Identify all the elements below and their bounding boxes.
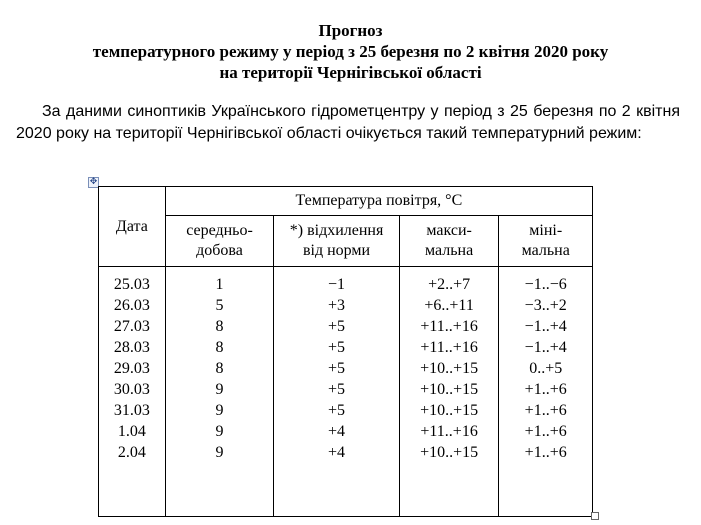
header-maximum-line1: макси- <box>426 222 472 239</box>
header-deviation-line2: від норми <box>302 242 371 259</box>
table-cell: +5 <box>328 339 346 356</box>
column-deviation <box>274 267 400 517</box>
header-minimum-line2: мальна <box>521 242 570 259</box>
table-cell: +1..+6 <box>524 423 567 440</box>
table-cell: 8 <box>215 339 224 356</box>
table-cell: +5 <box>328 360 346 377</box>
table-cell: +5 <box>328 402 346 419</box>
table-cell: +10..+15 <box>420 402 479 419</box>
header-minimum-line1: міні- <box>529 222 563 239</box>
table-cell: 8 <box>215 318 224 335</box>
table-move-handle-icon[interactable]: ✥ <box>89 177 98 187</box>
table-cell: 25.03 <box>113 276 150 293</box>
table-cell: 9 <box>215 402 224 419</box>
doc-title: Прогноз <box>318 21 383 40</box>
table-cell: +11..+16 <box>420 339 478 356</box>
table-cell: +2..+7 <box>428 276 471 293</box>
table-cell: 26.03 <box>113 297 150 314</box>
header-daily-average <box>165 216 274 267</box>
table-cell: +4 <box>328 444 346 461</box>
table-cell: −1..−6 <box>524 276 567 293</box>
column-maximum <box>399 267 499 517</box>
table-cell: 2.04 <box>117 444 146 461</box>
table-cell: +10..+15 <box>420 444 479 461</box>
header-maximum-line2: мальна <box>425 242 474 259</box>
header-minimum <box>499 216 593 267</box>
header-maximum <box>399 216 499 267</box>
table-cell: +10..+15 <box>420 381 479 398</box>
table-cell: +5 <box>328 381 346 398</box>
table-cell: 28.03 <box>113 339 150 356</box>
header-air-temperature: Температура повітря, °С <box>165 187 592 216</box>
header-deviation-line1: *) відхилення <box>289 222 384 239</box>
table-cell: +1..+6 <box>524 402 567 419</box>
column-date <box>99 267 166 517</box>
table-cell: 29.03 <box>113 360 150 377</box>
doc-subtitle: температурного режиму у період з 25 березня по 2 квітня 2020 року <box>92 42 609 61</box>
table-cell: 5 <box>215 297 224 314</box>
header-daily-average-line1: середньо- <box>186 222 253 239</box>
table-cell: 9 <box>215 423 224 440</box>
table-cell: −1 <box>328 276 346 293</box>
header-daily-average-line2: добова <box>196 242 243 259</box>
doc-region: на території Чернігівської області <box>219 63 482 82</box>
table-cell: 9 <box>215 444 224 461</box>
table-cell: −1..+4 <box>524 318 567 335</box>
table-cell: 8 <box>215 360 224 377</box>
header-date: Дата <box>99 187 166 267</box>
table-cell: 1.04 <box>117 423 146 440</box>
table-cell: +3 <box>328 297 346 314</box>
table-cell: 1 <box>215 276 224 293</box>
table-cell: +1..+6 <box>524 381 567 398</box>
table-cell: 30.03 <box>113 381 150 398</box>
table-cell: +1..+6 <box>524 444 567 461</box>
table-cell: +11..+16 <box>420 423 478 440</box>
table-cell: −1..+4 <box>524 339 567 356</box>
table-cell: 9 <box>215 381 224 398</box>
header-deviation <box>274 216 400 267</box>
table-cell: +10..+15 <box>420 360 479 377</box>
table-cell: 27.03 <box>113 318 150 335</box>
column-minimum <box>499 267 593 517</box>
intro-text: За даними синоптиків Українського гідрометцентру у період з 25 березня по 2 квітня 2020 року на території Чернігівської області очікується такий температурний режим: <box>16 103 680 142</box>
table-cell: +4 <box>328 423 346 440</box>
temperature-table <box>98 186 593 517</box>
table-cell: +11..+16 <box>420 318 478 335</box>
table-cell: 0..+5 <box>529 360 563 377</box>
table-resize-handle[interactable] <box>591 512 599 520</box>
table-cell: −3..+2 <box>524 297 567 314</box>
intro-paragraph <box>16 101 680 145</box>
table-cell: +6..+11 <box>424 297 474 314</box>
table-cell: +5 <box>328 318 346 335</box>
table-cell: 31.03 <box>113 402 150 419</box>
column-daily-average <box>165 267 274 517</box>
